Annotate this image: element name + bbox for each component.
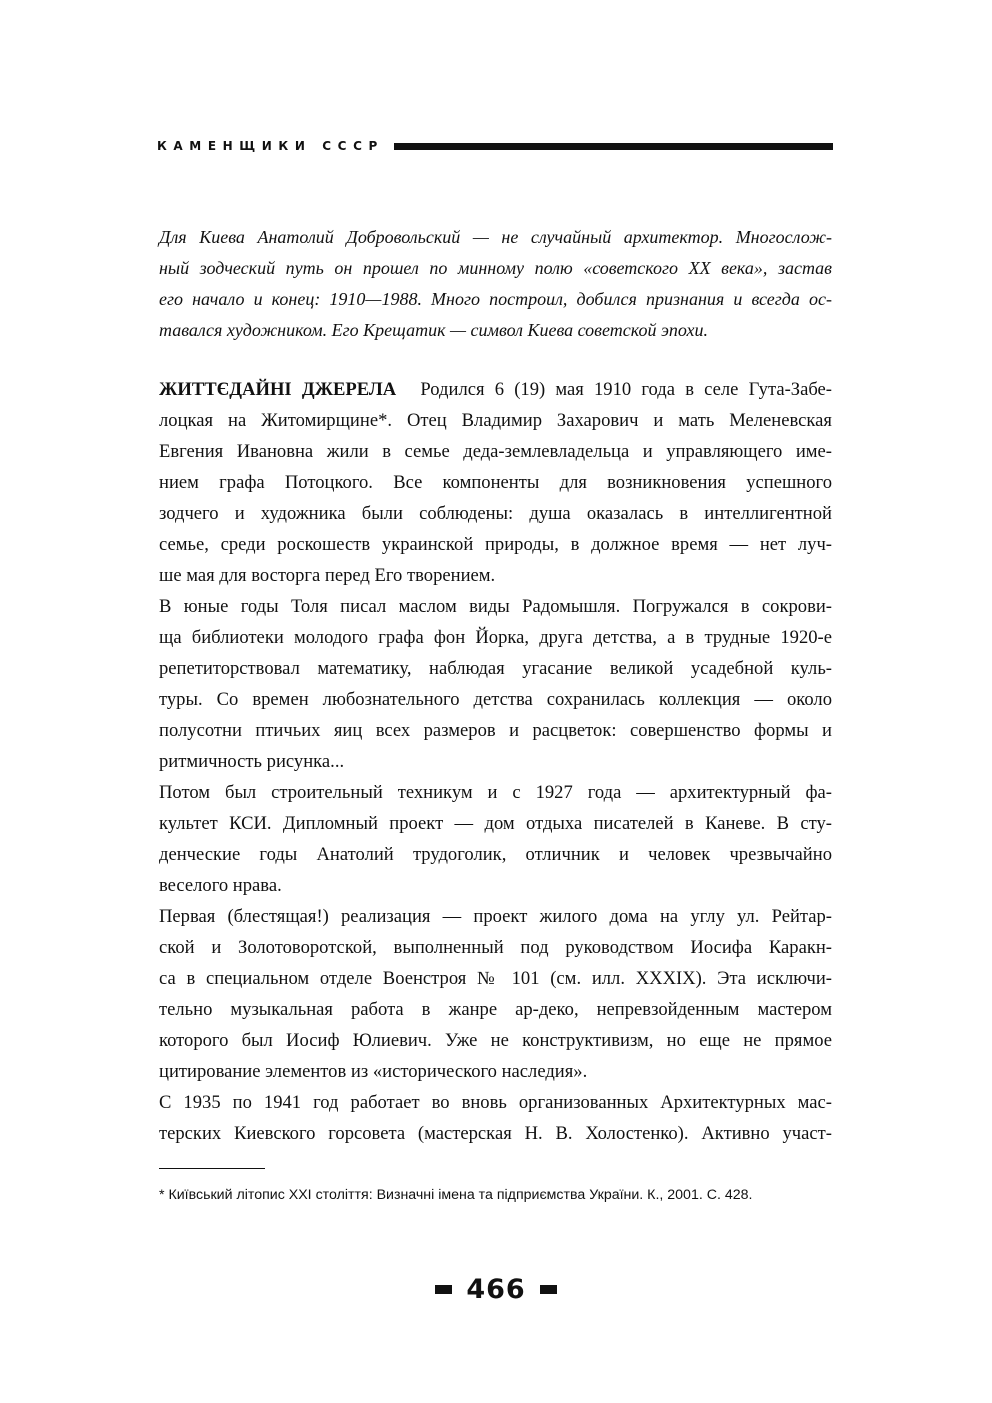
body-line: семье, среди роскошеств украинской природы, в должное время — нет луч- (159, 534, 832, 555)
intro-line: Для Киева Анатолий Добровольский — не случайный архитектор. Многослож- (159, 227, 832, 247)
body-line: репетиторствовал математику, наблюдая угасание великой усадебной куль- (159, 658, 832, 679)
body-line: Евгения Ивановна жили в семье деда-землевладельца и управляющего име- (159, 441, 832, 462)
body-line: цитирование элементов из «исторического наследия». (159, 1061, 588, 1082)
body-line: В юные годы Толя писал маслом виды Радомышля. Погружался в сокрови- (159, 596, 832, 617)
intro-line: его начало и конец: 1910—1988. Много построил, добился признания и всегда ос- (159, 289, 832, 309)
body-line: Потом был строительный техникум и с 1927 года — архитектурный фа- (159, 782, 832, 803)
body-line: денческие годы Анатолий трудоголик, отличник и человек чрезвычайно (159, 844, 832, 865)
running-head (157, 134, 833, 158)
body-line: веселого нрава. (159, 875, 282, 896)
running-head-rule (394, 143, 833, 150)
body-line: терских Киевского горсовета (мастерская Н. В. Холостенко). Активно участ- (159, 1123, 832, 1144)
footnote: * Київський літопис XXI століття: Визначні імена та підприємства України. К., 2001. С. 428. (159, 1187, 753, 1203)
section-lead-in: ЖИТТЄДАЙНІ ДЖЕРЕЛА (159, 379, 397, 400)
body-line: лоцкая на Житомирщине*. Отец Владимир Захарович и мать Меленевская (159, 410, 832, 431)
running-head-title: КАМЕНЩИКИ СССР (157, 139, 384, 153)
body-line: ритмичность рисунка... (159, 751, 345, 772)
intro-line: ный зодческий путь он прошел по минному полю «советского XX века», застав (159, 258, 832, 278)
folio-ornament-right (540, 1285, 557, 1294)
body-line: ща библиотеки молодого графа фон Йорка, друга детства, а в трудные 1920-е (159, 627, 832, 648)
page-folio (0, 1271, 992, 1307)
body-line (159, 374, 832, 405)
body-line: туры. Со времен любознательного детства сохранилась коллекция — около (159, 689, 832, 710)
page-number: 466 (466, 1273, 526, 1305)
body-line: которого был Иосиф Юлиевич. Уже не конструктивизм, но еще не прямое (159, 1030, 832, 1051)
body-line: культет КСИ. Дипломный проект — дом отдыха писателей в Каневе. В сту- (159, 813, 832, 834)
body-line: полусотни птичьих яиц всех размеров и расцветок: совершенство формы и (159, 720, 832, 741)
body-line: нием графа Потоцкого. Все компоненты для возникновения успешного (159, 472, 832, 493)
body-line: тельно музыкальная работа в жанре ар-деко, непревзойденным мастером (159, 999, 832, 1020)
body-text (159, 374, 832, 1149)
body-line: С 1935 по 1941 год работает во вновь организованных Архитектурных мас- (159, 1092, 832, 1113)
body-line: са в специальном отделе Военстроя № 101 (см. илл. XXXIX). Эта исключи- (159, 968, 832, 989)
body-line-text: Родился 6 (19) мая 1910 года в селе Гута-Забе- (420, 379, 832, 400)
folio-ornament-left (435, 1285, 452, 1294)
body-line: ше мая для восторга перед Его творением. (159, 565, 496, 586)
body-line: зодчего и художника были соблюдены: душа оказалась в интеллигентной (159, 503, 832, 524)
footnote-rule (159, 1168, 265, 1169)
intro-paragraph (159, 222, 832, 346)
body-line: ской и Золотоворотской, выполненный под руководством Иосифа Каракн- (159, 937, 832, 958)
intro-line: тавался художником. Его Крещатик — символ Киева советской эпохи. (159, 320, 709, 340)
body-line: Первая (блестящая!) реализация — проект жилого дома на углу ул. Рейтар- (159, 906, 832, 927)
